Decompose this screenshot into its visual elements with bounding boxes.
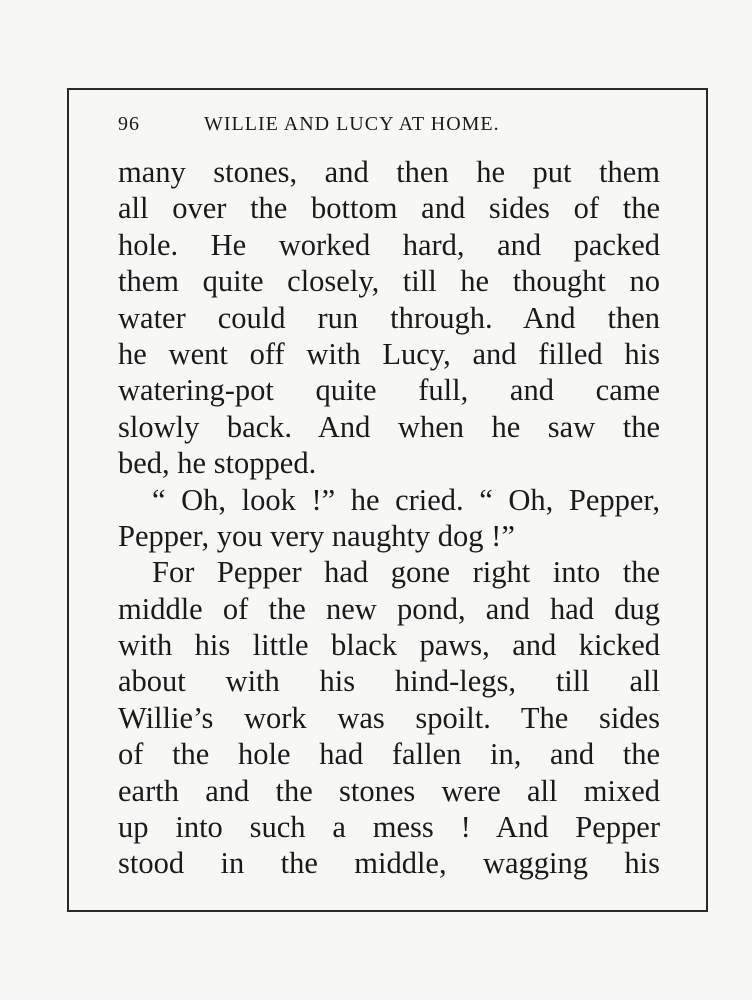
text-line: Pepper, you very naughty dog !”: [118, 518, 515, 553]
text-line: For Pepper had gone right into the: [152, 555, 660, 590]
running-head: [118, 113, 660, 143]
text-line: up into such a mess ! And Pepper: [118, 810, 660, 845]
text-line: them quite closely, till he thought no: [118, 264, 660, 299]
running-title: WILLIE AND LUCY AT HOME.: [204, 113, 500, 135]
text-line: middle of the new pond, and had dug: [118, 591, 660, 626]
text-line: Willie’s work was spoilt. The sides: [118, 700, 660, 735]
text-line: he went off with Lucy, and filled his: [118, 336, 660, 371]
text-line: hole. He worked hard, and packed: [118, 227, 660, 262]
text-line: many stones, and then he put them: [118, 155, 660, 189]
text-line: “ Oh, look !” he cried. “ Oh, Pepper,: [152, 482, 660, 517]
text-line: of the hole had fallen in, and the: [118, 737, 660, 772]
text-line: bed, he stopped.: [118, 446, 317, 481]
text-line: watering-pot quite full, and came: [118, 373, 660, 408]
text-line: stood in the middle, wagging his: [118, 846, 660, 881]
body-text: [118, 154, 660, 882]
text-line: water could run through. And then: [118, 300, 660, 335]
text-line: earth and the stones were all mixed: [118, 773, 660, 808]
text-line: all over the bottom and sides of the: [118, 191, 660, 226]
text-line: about with his hind-legs, till all: [118, 664, 660, 699]
text-line: slowly back. And when he saw the: [118, 409, 660, 444]
text-line: with his little black paws, and kicked: [118, 628, 660, 663]
page-number: 96: [118, 113, 140, 135]
